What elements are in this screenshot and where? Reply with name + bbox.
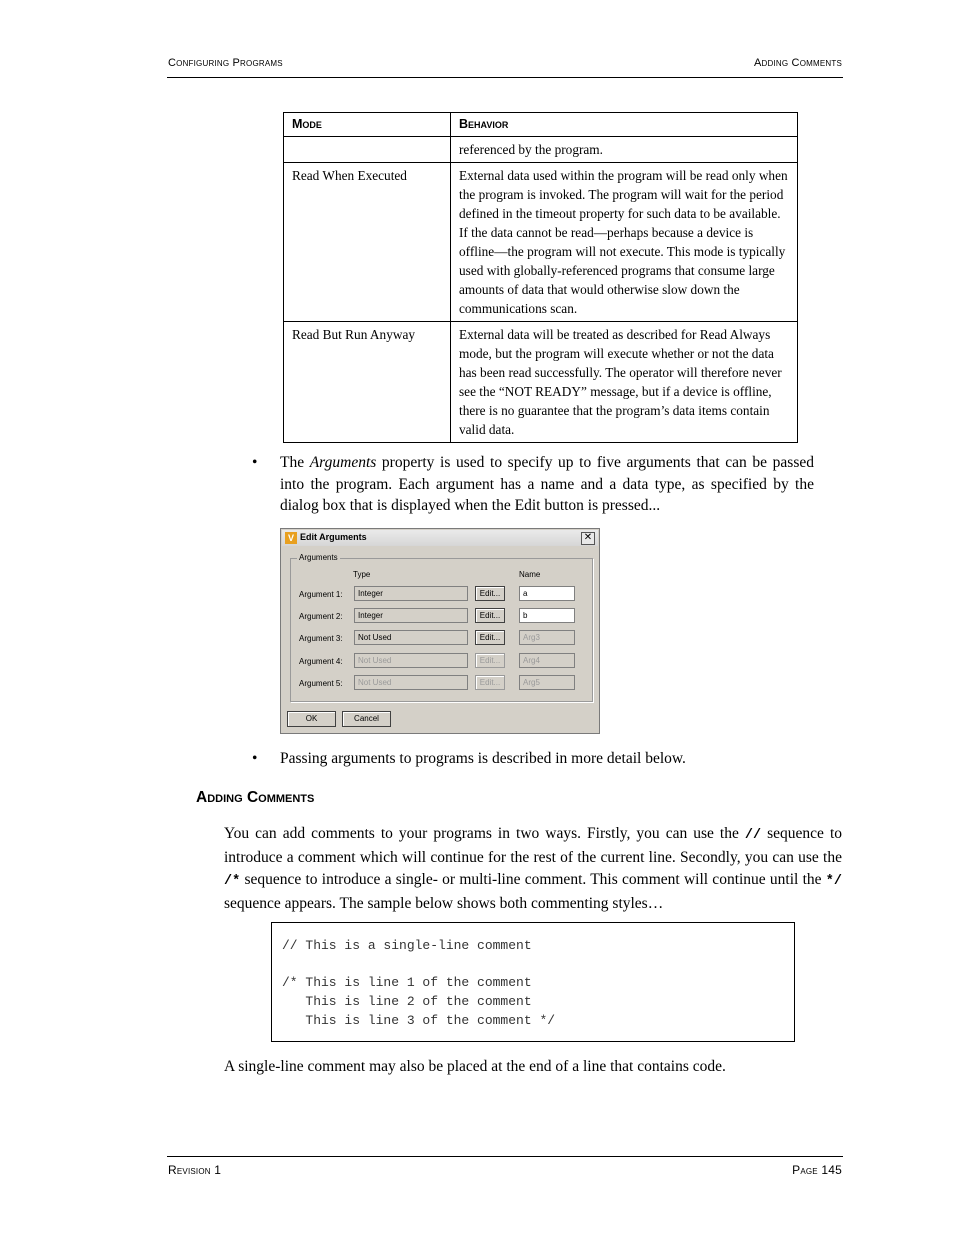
group-label: Arguments (299, 553, 338, 562)
bullet-icon: • (252, 454, 258, 471)
header-left: Configuring Programs (168, 57, 283, 69)
code-line: This is line 3 of the comment */ (282, 1013, 556, 1028)
table-row (284, 322, 798, 443)
type-column-header: Type (353, 570, 371, 579)
table-header-row (284, 113, 798, 137)
edit-type-button: Edit... (475, 653, 505, 668)
page-number: Page 145 (792, 1163, 842, 1177)
mode-cell (284, 137, 451, 163)
argument-name-field: Arg3 (519, 630, 575, 645)
argument-name-field: Arg4 (519, 653, 575, 668)
bullet-passing-arguments (252, 748, 814, 770)
comments-paragraph (224, 823, 842, 915)
mode-behavior-table (283, 112, 798, 443)
footer-rule (167, 1156, 843, 1157)
bullet-icon: • (252, 750, 258, 767)
header-right: Adding Comments (753, 57, 842, 69)
close-icon[interactable]: ✕ (581, 532, 595, 545)
app-logo-icon: V (285, 532, 297, 544)
edit-arguments-dialog (280, 528, 600, 734)
name-column-header: Name (519, 570, 541, 579)
argument-name-field: Arg5 (519, 675, 575, 690)
cancel-button[interactable]: Cancel (342, 711, 391, 727)
argument-type-field: Not Used (354, 653, 468, 668)
header-rule (167, 77, 843, 78)
argument-type-field[interactable]: Not Used (354, 630, 468, 645)
paragraph-text: You can add comments to your programs in two ways. Firstly, you can use the (224, 825, 745, 842)
behavior-cell: External data will be treated as described for Read Always mode, but the program will execute whether or not the data has been read successfully. The operator will therefore never see the “NOT READY” message, but if a device is offline, there is no guarantee that the program’s data items contain valid data. (451, 322, 798, 443)
section-title: Adding Comments (196, 789, 315, 806)
column-header-behavior: Behavior (451, 113, 798, 137)
code-line: // This is a single-line comment (282, 938, 532, 953)
paragraph-text: sequence to introduce a single- or multi-line comment. This comment will continue until the (240, 871, 826, 888)
bullet-text-emphasis: Arguments (309, 454, 377, 471)
argument-name-field[interactable]: b (519, 608, 575, 623)
bullet-arguments (252, 452, 814, 518)
argument-label: Argument 3: (299, 634, 343, 643)
argument-row-2 (281, 608, 601, 624)
edit-type-button: Edit... (475, 675, 505, 690)
column-header-mode: Mode (284, 113, 451, 137)
edit-type-button[interactable]: Edit... (475, 630, 505, 645)
argument-label: Argument 5: (299, 679, 343, 688)
argument-name-field[interactable]: a (519, 586, 575, 601)
paragraph-text: sequence to introduce a comment which will continue for the rest of the current line. Secondly, you can use the (224, 825, 843, 866)
footer-left: Revision 1 (168, 1163, 222, 1177)
behavior-cell: External data used within the program will be read only when the program is invoked. The program will wait for the period defined in the timeout property for such data to be available. If the data cannot be read—perhaps because a device is offline—the program will not execute. This mode is typically used with globally-referenced programs that consume large amounts of data that would otherwise slow down the communications scan. (451, 163, 798, 322)
code-line: /* This is line 1 of the comment (282, 975, 532, 990)
argument-type-field: Not Used (354, 675, 468, 690)
paragraph-text: sequence appears. The sample below shows both commenting styles… (224, 895, 664, 912)
argument-type-field[interactable]: Integer (354, 586, 468, 601)
table-row (284, 163, 798, 322)
bullet-text-post: property is used to specify up to five arguments that can be passed into the program. Each argument has a name and a data type, as specified by the dialog box that is displayed when the Edit button is pressed... (280, 454, 814, 514)
mode-cell: Read But Run Anyway (284, 322, 451, 443)
inline-code: /* (224, 874, 241, 889)
mode-cell: Read When Executed (284, 163, 451, 322)
argument-label: Argument 1: (299, 590, 343, 599)
ok-button[interactable]: OK (287, 711, 336, 727)
table-row (284, 137, 798, 163)
bullet-text (280, 452, 814, 517)
argument-row-5 (281, 675, 601, 691)
closing-paragraph: A single-line comment may also be placed at the end of a line that contains code. (224, 1058, 726, 1075)
bullet-text-pre: The (280, 454, 310, 471)
dialog-title: Edit Arguments (300, 532, 367, 542)
dialog-title-bar (282, 530, 598, 546)
inline-code: // (744, 828, 762, 843)
code-sample-box (271, 922, 795, 1042)
argument-row-1 (281, 586, 601, 602)
bullet-text: Passing arguments to programs is described in more detail below. (280, 750, 686, 767)
inline-code: */ (825, 874, 842, 889)
argument-label: Argument 4: (299, 657, 343, 666)
code-line: This is line 2 of the comment (282, 994, 532, 1009)
behavior-cell: referenced by the program. (451, 137, 798, 163)
edit-type-button[interactable]: Edit... (475, 608, 505, 623)
argument-row-3 (281, 630, 601, 646)
argument-row-4 (281, 653, 601, 669)
argument-label: Argument 2: (299, 612, 343, 621)
edit-type-button[interactable]: Edit... (475, 586, 505, 601)
argument-type-field[interactable]: Integer (354, 608, 468, 623)
